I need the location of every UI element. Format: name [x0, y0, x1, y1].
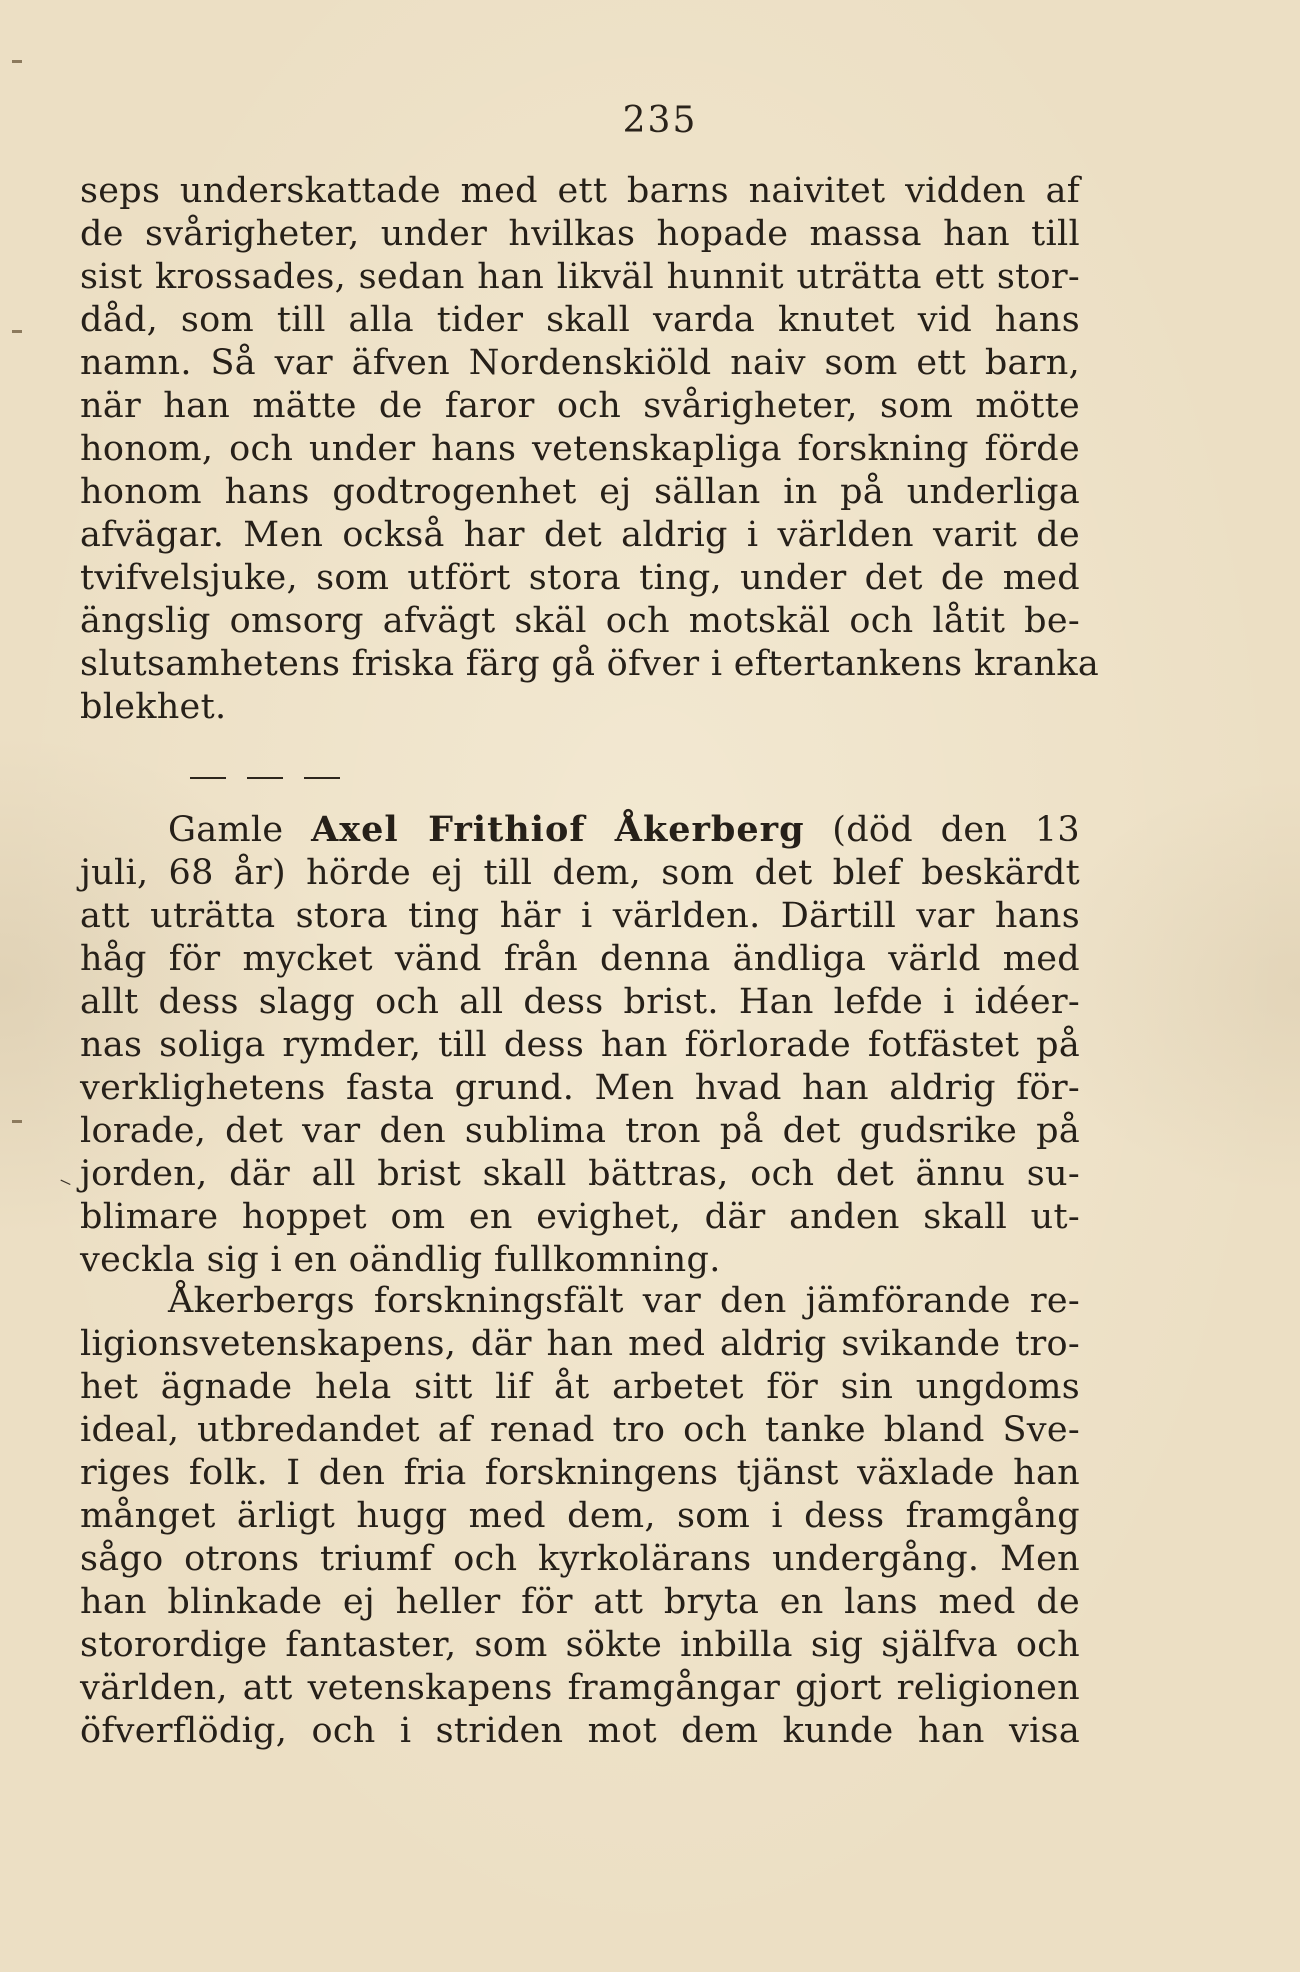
text-line: ideal, utbredandet af renad tro och tanke bland Sve-: [80, 1410, 1080, 1450]
edge-mark: [12, 1120, 22, 1123]
text-fragment: Gamle: [168, 810, 312, 850]
text-line: afvägar. Men också har det aldrig i världen varit de: [80, 515, 1080, 555]
paragraph-2: [80, 808, 1080, 1282]
divider-dash: [304, 777, 340, 779]
paragraph-3: [80, 1280, 1080, 1753]
text-line: blimare hoppet om en evighet, där anden skall ut-: [80, 1197, 1080, 1237]
text-line: het ägnade hela sitt lif åt arbetet för sin ungdoms: [80, 1367, 1080, 1407]
text-line: han blinkade ej heller för att bryta en lans med de: [80, 1582, 1080, 1622]
text-line: [80, 808, 1080, 852]
edge-mark: [12, 330, 22, 333]
text-line: ängslig omsorg afvägt skäl och motskäl och låtit be-: [80, 601, 1080, 641]
text-line: namn. Så var äfven Nordenskiöld naiv som ett barn,: [80, 343, 1080, 383]
margin-tick-mark: ⸜: [54, 1164, 74, 1193]
text-line: de svårigheter, under hvilkas hopade massa han till: [80, 214, 1080, 254]
text-line: blekhet.: [80, 687, 227, 727]
text-line: nas soliga rymder, till dess han förlorade fotfästet på: [80, 1025, 1080, 1065]
text-line: juli, 68 år) hörde ej till dem, som det blef beskärdt: [80, 853, 1080, 893]
text-line: verklighetens fasta grund. Men hvad han aldrig för-: [80, 1068, 1080, 1108]
text-line: sist krossades, sedan han likväl hunnit uträtta ett stor-: [80, 257, 1080, 297]
divider-dash: [247, 777, 283, 779]
text-line: honom hans godtrogenhet ej sällan in på underliga: [80, 472, 1080, 512]
text-line: månget ärligt hugg med dem, som i dess framgång: [80, 1496, 1080, 1536]
text-line: slutsamhetens friska färg gå öfver i eftertankens kranka: [80, 644, 1100, 684]
text-line: storordige fantaster, som sökte inbilla sig själfva och: [80, 1625, 1080, 1665]
text-line: riges folk. I den fria forskningens tjänst växlade han: [80, 1453, 1080, 1493]
text-line: öfverflödig, och i striden mot dem kunde han visa: [80, 1711, 1080, 1751]
text-fragment: (död den 13: [804, 810, 1080, 850]
text-line: veckla sig i en oändlig fullkomning.: [80, 1240, 721, 1280]
text-line: Åkerbergs forskningsfält var den jämförande re-: [168, 1281, 1080, 1321]
text-line: när han mätte de faror och svårigheter, som mötte: [80, 386, 1080, 426]
text-line: ligionsvetenskapens, där han med aldrig svikande tro-: [80, 1324, 1080, 1364]
text-line: allt dess slagg och all dess brist. Han lefde i idéer-: [80, 982, 1080, 1022]
text-line: dåd, som till alla tider skall varda knutet vid hans: [80, 300, 1080, 340]
person-name: Axel Frithiof Åkerberg: [311, 809, 805, 850]
divider-dash: [190, 777, 226, 779]
text-line: honom, och under hans vetenskapliga forskning förde: [80, 429, 1080, 469]
text-line: sågo otrons triumf och kyrkolärans undergång. Men: [80, 1539, 1080, 1579]
text-line: att uträtta stora ting här i världen. Därtill var hans: [80, 896, 1080, 936]
edge-mark: [12, 60, 22, 63]
section-divider: [190, 768, 340, 788]
text-line: jorden, där all brist skall bättras, och det ännu su-: [80, 1154, 1080, 1194]
paragraph-1: [80, 170, 1100, 729]
text-line: seps underskattade med ett barns naivitet vidden af: [80, 171, 1080, 211]
text-line: tvifvelsjuke, som utfört stora ting, under det de med: [80, 558, 1080, 598]
text-line: världen, att vetenskapens framgångar gjort religionen: [80, 1668, 1080, 1708]
text-line: lorade, det var den sublima tron på det gudsrike på: [80, 1111, 1080, 1151]
text-line: håg för mycket vänd från denna ändliga värld med: [80, 939, 1080, 979]
page-number: 235: [622, 100, 698, 141]
